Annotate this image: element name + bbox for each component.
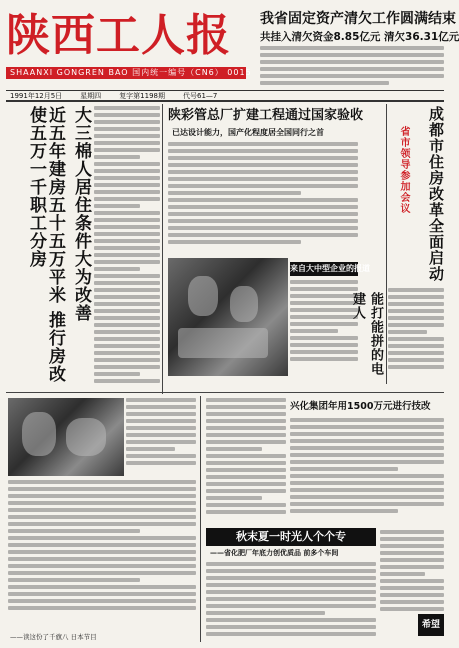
right-vertical-subheadline: 省市领导参加会议: [398, 126, 409, 214]
left-title-1: 近五年建房五十五万平米: [45, 106, 65, 304]
left-title-3: 大三棉人居住条件大为改善: [71, 106, 91, 322]
bottom-center-subheadline: ——省化肥厂年底力创优质品 前多个车间: [210, 548, 339, 557]
center-headline: 陕彩管总厂扩建工程通过国家验收: [168, 108, 364, 123]
mid-right-vertical-headline: 能打能拼的电建人: [350, 292, 383, 376]
issue-code: 代号61—7: [183, 92, 218, 100]
bottom-left-photo: [8, 398, 124, 476]
dateline: [6, 90, 444, 102]
column-rule-right: [386, 104, 387, 384]
bottom-right-headline: 兴化集团年用1500万元进行技改: [290, 401, 431, 412]
lead-article-body: [260, 46, 444, 86]
bottom-right-body-2: [380, 530, 444, 626]
lead-subheadline: 共挂入清欠资金8.85亿元 清欠36.31亿元: [260, 31, 459, 43]
center-subheadline: 已达设计能力，国产化程度居全国同行之首: [172, 127, 324, 137]
issue-date: 1991年12月5日: [10, 92, 63, 100]
bottom-left-article-body: [8, 480, 196, 630]
right-vertical-headline: 成都市住房改革全面启动: [427, 106, 445, 282]
bottom-center-body-top: [206, 398, 286, 524]
left-article-body: [94, 106, 160, 392]
left-title-2: 推行房改使五万一千职工分房: [26, 106, 65, 383]
bottom-note: ——读这份了千旗八 日本节目: [10, 633, 97, 641]
column-rule-bottom: [200, 396, 201, 642]
left-vertical-headline-2: [64, 106, 90, 388]
column-rule: [162, 104, 163, 394]
issue-weekday: 星期四: [80, 92, 102, 100]
bottom-right-body: [290, 418, 444, 524]
issue-number: 复字第1198期: [119, 92, 166, 100]
center-photo: [168, 258, 288, 376]
hope-label: 希望: [418, 614, 444, 636]
section-rule: [6, 392, 444, 393]
bottom-left-side-text: [126, 398, 196, 476]
bottom-center-body: [206, 562, 376, 642]
left-vertical-headline: [8, 106, 64, 388]
lead-headline: 我省固定资产清欠工作圆满结束: [260, 11, 456, 27]
photo-caption: 来自大中型企业的报道: [290, 262, 358, 276]
center-article-body: [168, 142, 358, 252]
newspaper-title: 陕西工人报: [6, 10, 231, 61]
right-article-body: [388, 288, 444, 384]
newspaper-pinyin: SHAANXI GONGREN BAO 国内统一编号（CN6） 0015: [6, 67, 246, 79]
bottom-center-headline: 秋末夏一时光人个个专: [206, 528, 376, 546]
